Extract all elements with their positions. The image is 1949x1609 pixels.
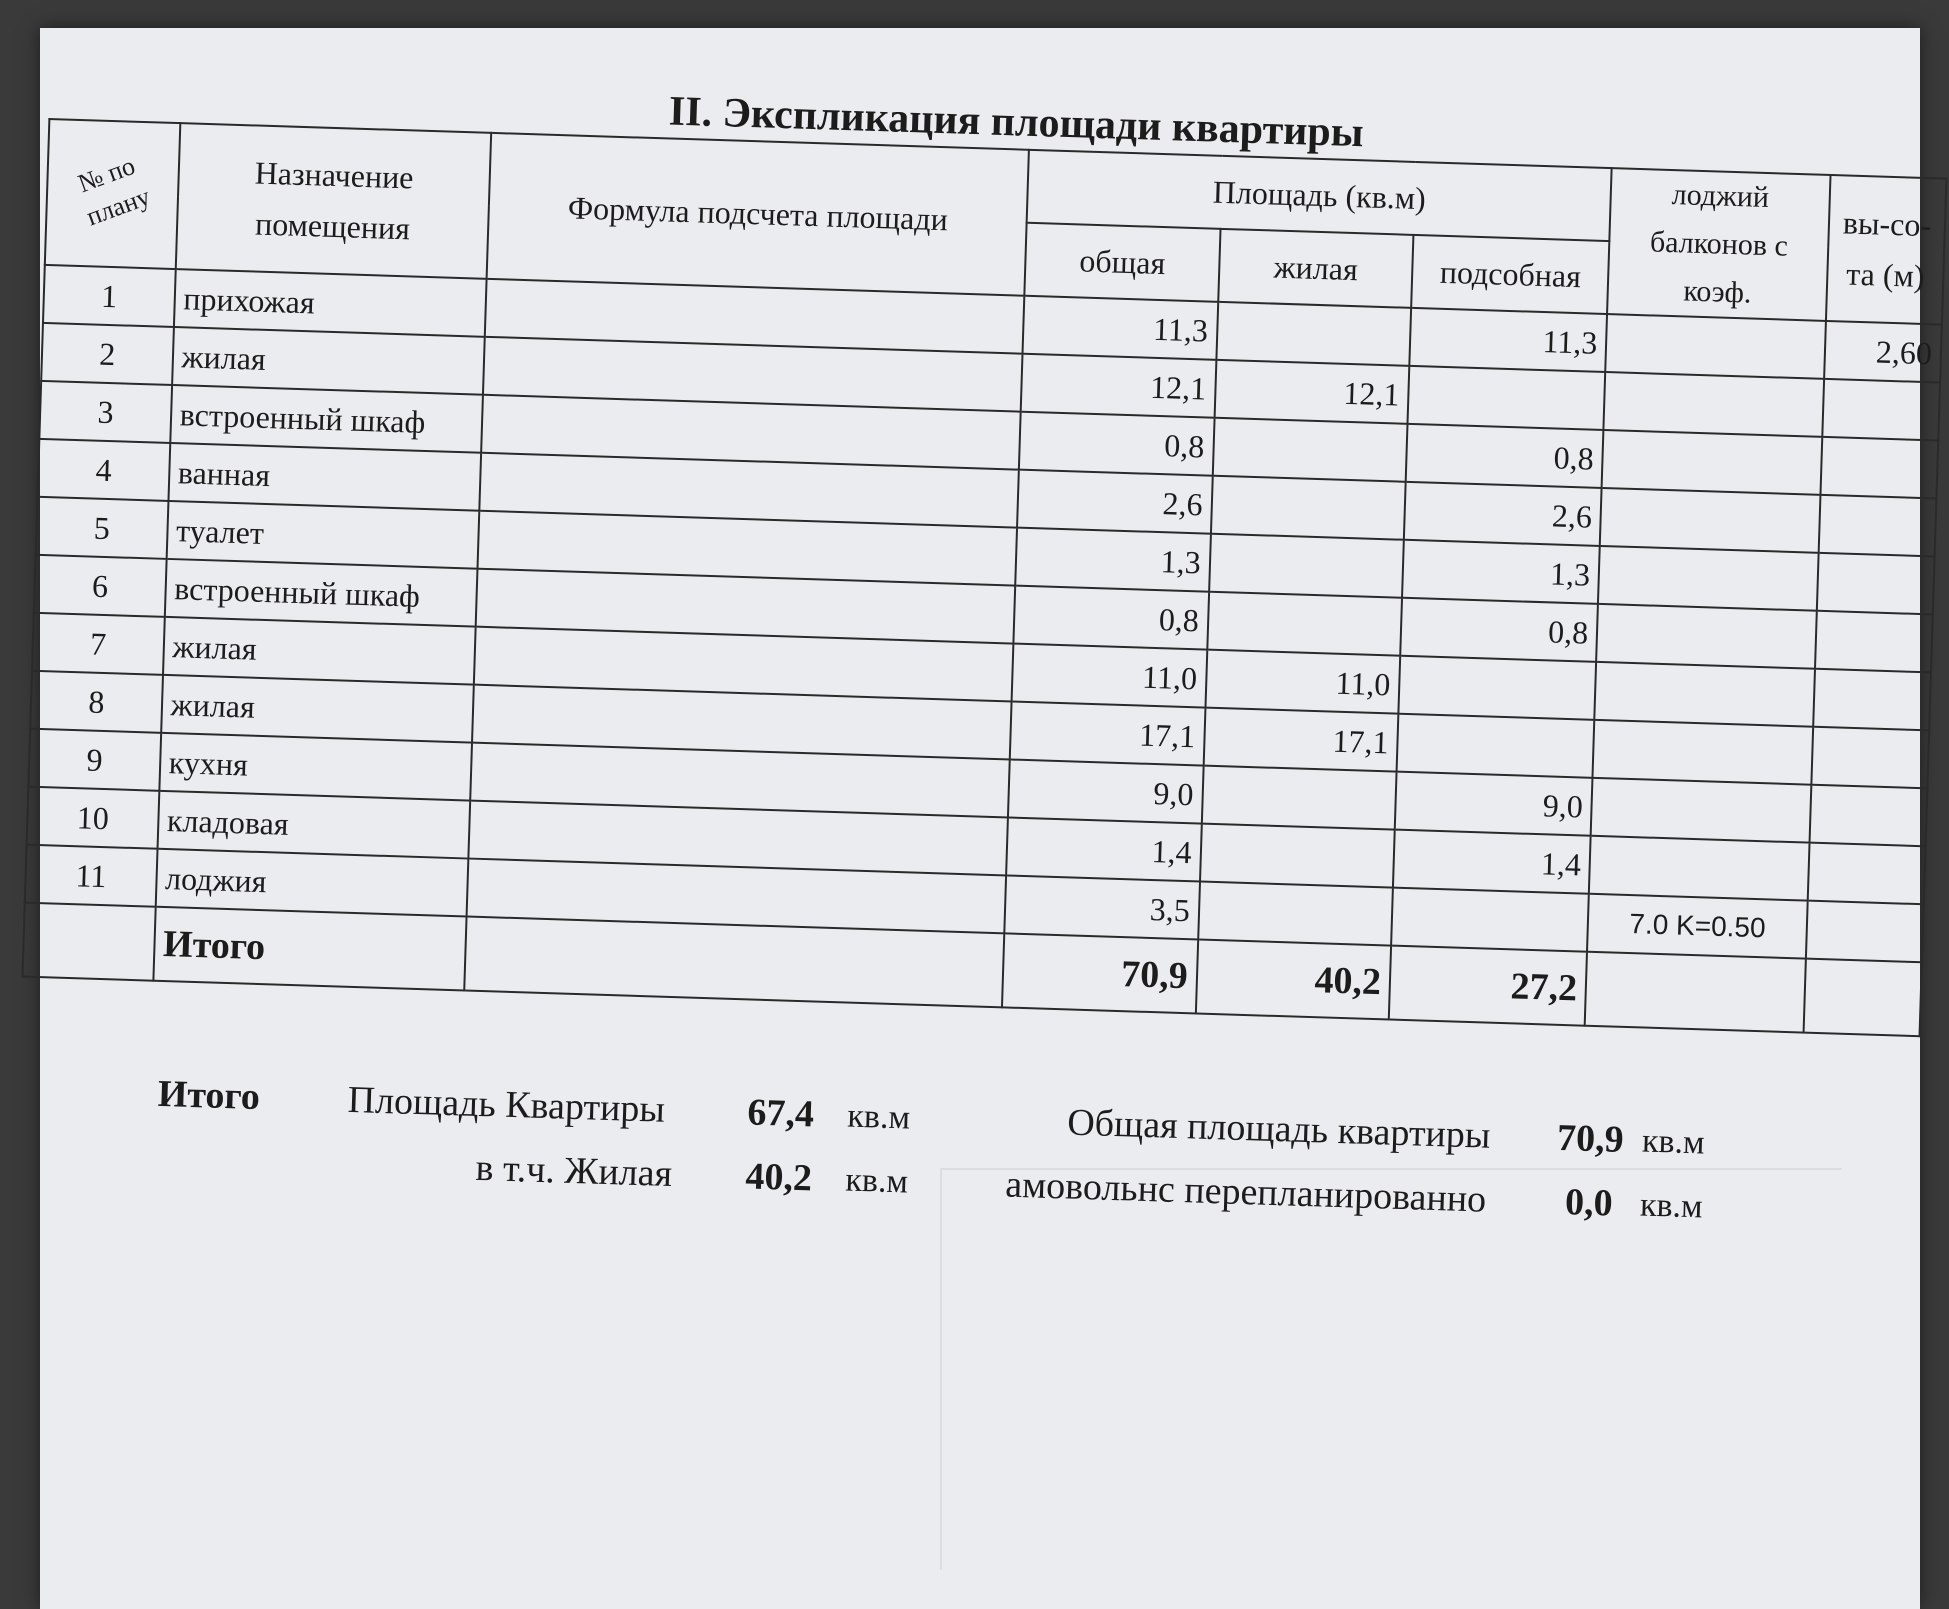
document-page [40,28,1933,1609]
height-value: 2,60 [1824,321,1942,383]
row-number: 1 [43,265,175,327]
area-total: 11,0 [1012,644,1207,708]
header-loggia: лоджий балконов с коэф. [1607,168,1830,321]
area-living: 12,1 [1214,360,1409,424]
apartment-area-label: Площадь Квартиры [347,1078,666,1131]
loggia-value [1593,720,1814,785]
room-purpose: встроенный шкаф [170,385,483,453]
faint-backpage-lines [940,1168,1842,1570]
area-auxiliary: 0,8 [1406,424,1604,488]
room-purpose: жилая [172,327,485,395]
area-auxiliary: 1,4 [1393,830,1591,894]
summary-itogo-label: Итого [157,1072,261,1119]
replanned-value: 0,0 [1564,1181,1614,1225]
area-living [1216,302,1411,366]
total-height-cell [1804,959,1922,1037]
area-auxiliary: 11,3 [1409,308,1607,372]
loggia-value [1596,604,1817,669]
header-area-living: жилая [1218,229,1414,308]
loggia-value [1595,662,1816,727]
incl-living-unit: кв.м [844,1161,909,1201]
area-total: 3,5 [1004,875,1199,939]
row-number: 8 [30,671,162,733]
area-total: 0,8 [1019,412,1214,476]
height-value [1810,785,1928,847]
loggia-value [1605,314,1826,379]
room-purpose: ванная [168,443,481,511]
explication-section [50,68,1949,1226]
row-number: 3 [39,381,171,443]
area-living [1211,476,1406,540]
area-auxiliary: 1,3 [1402,540,1600,604]
area-total: 0,8 [1014,586,1209,650]
incl-living-value: 40,2 [744,1155,813,1200]
loggia-value [1598,546,1819,611]
height-value [1806,901,1924,963]
row-number: 2 [41,323,173,385]
loggia-value [1600,488,1821,553]
total-area-living: 40,2 [1196,939,1392,1019]
room-purpose: прихожая [174,269,487,337]
room-purpose: жилая [161,675,474,743]
row-number: 5 [36,497,168,559]
header-area-total: общая [1024,223,1220,302]
header-area-auxiliary: подсобная [1411,235,1609,314]
area-total: 1,3 [1015,528,1210,592]
area-living [1198,882,1393,946]
area-total: 2,6 [1017,470,1212,534]
height-value [1811,727,1929,789]
row-number: 7 [32,613,164,675]
header-room-purpose: Назначение помещения [175,123,491,279]
total-number-cell [22,903,155,981]
area-living [1209,534,1404,598]
table-body [25,265,1942,962]
loggia-value [1591,778,1812,843]
area-living [1212,418,1407,482]
total-area-unit: кв.м [1641,1122,1706,1162]
area-auxiliary: 0,8 [1400,598,1598,662]
header-formula: Формула подсчета площади [487,133,1029,296]
area-auxiliary: 9,0 [1395,772,1593,836]
room-purpose: жилая [163,617,476,685]
area-total: 9,0 [1008,759,1203,823]
room-purpose: кухня [159,733,472,801]
height-value [1822,379,1940,441]
area-living [1202,766,1397,830]
total-area-total: 70,9 [1002,933,1198,1013]
row-number: 9 [28,729,160,791]
replanned-label: амовольнс перепланированно [1004,1163,1487,1221]
row-number: 6 [34,555,166,617]
row-number: 11 [25,845,157,907]
header-height: вы-со-та (м) [1826,175,1946,325]
room-purpose: туалет [166,501,479,569]
area-living: 11,0 [1205,650,1400,714]
replanned-unit: кв.м [1639,1186,1704,1226]
loggia-value: 7.0 K=0.50 [1587,894,1808,959]
area-auxiliary [1398,656,1596,720]
area-total: 17,1 [1010,702,1205,766]
loggia-value [1604,372,1825,437]
height-value [1817,553,1935,615]
height-value [1813,669,1931,731]
explication-table [21,118,1947,1037]
row-number: 4 [38,439,170,501]
area-auxiliary [1408,366,1606,430]
area-total: 11,3 [1023,296,1218,360]
apartment-area-unit: кв.м [846,1097,911,1137]
height-value [1808,843,1926,905]
total-loggia-cell [1585,952,1806,1033]
area-total: 1,4 [1006,817,1201,881]
area-auxiliary: 2,6 [1404,482,1602,546]
loggia-value [1589,836,1810,901]
area-auxiliary [1391,888,1589,952]
height-value [1815,611,1933,673]
page-title: II. Экспликация площади квартиры [668,88,1365,157]
height-value [1819,495,1937,557]
room-purpose: лоджия [155,849,468,917]
area-living: 17,1 [1203,708,1398,772]
loggia-value [1602,430,1823,495]
area-living [1207,592,1402,656]
height-value [1820,437,1938,499]
apartment-area-value: 67,4 [746,1091,815,1136]
area-auxiliary [1397,714,1595,778]
total-area-label: Общая площадь квартиры [1066,1101,1492,1157]
total-area-value: 70,9 [1556,1116,1625,1161]
header-plan-number: № по плану [45,119,180,269]
row-number: 10 [27,787,159,849]
total-area-auxiliary: 27,2 [1389,946,1587,1026]
header-area: Площадь (кв.м) [1027,150,1612,241]
incl-living-label: в т.ч. Жилая [475,1146,673,1196]
area-living [1200,824,1395,888]
total-label: Итого [153,907,467,991]
area-total: 12,1 [1021,354,1216,418]
room-purpose: встроенный шкаф [164,559,477,627]
room-purpose: кладовая [157,791,470,859]
total-formula-cell [464,917,1004,1008]
